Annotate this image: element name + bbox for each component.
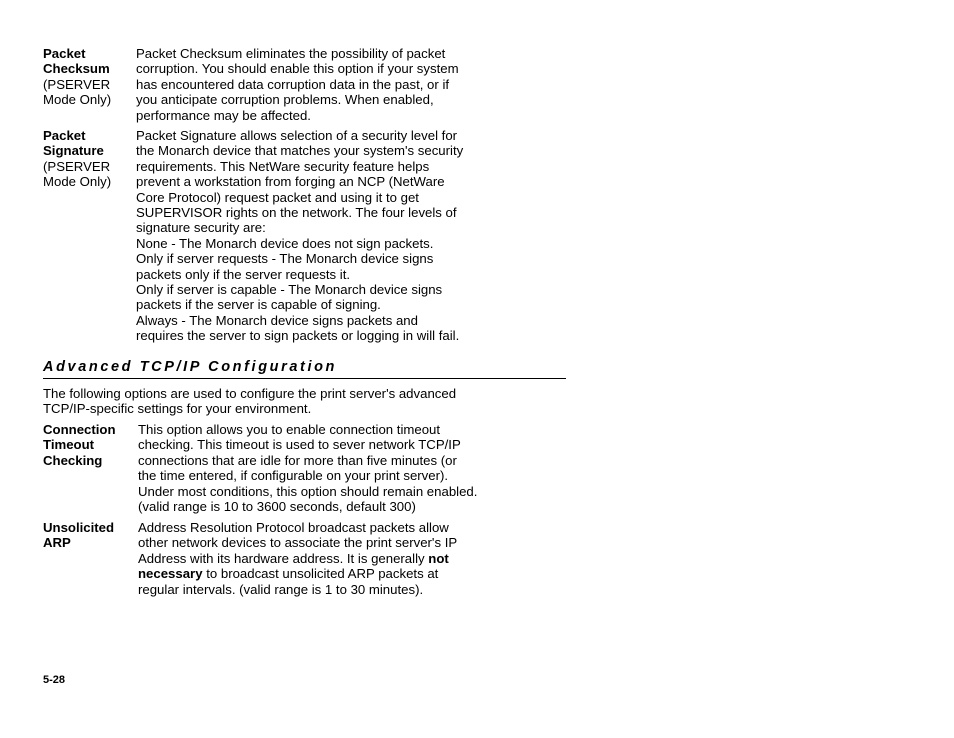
description-unsolicited-arp: Address Resolution Protocol broadcast packets allow other network devices to associate the print server's IP Address with its hardware address. It is generally not necessary to broadcast unsolicited ARP packets at regular intervals. (valid range is 1 to 30 minutes).: [138, 520, 458, 597]
term-packet-checksum: Packet Checksum (PSERVER Mode Only): [43, 46, 112, 108]
description-packet-checksum: Packet Checksum eliminates the possibility of packet corruption. You should enable this option if your system has encountered data corruption data in the past, or if you anticipate corruption problems. When enabled, performance may be affected.: [136, 46, 459, 123]
page-number: 5-28: [43, 674, 66, 686]
section-heading: Advanced TCP/IP Configuration: [43, 358, 566, 379]
term-unsolicited-arp: Unsolicited ARP: [43, 520, 115, 551]
term-connection-timeout: Connection Timeout Checking: [43, 422, 116, 468]
term-packet-signature: Packet Signature (PSERVER Mode Only): [43, 128, 112, 190]
description-connection-timeout: This option allows you to enable connection timeout checking. This timeout is used to sever network TCP/IP connections that are idle for more than five minutes (or the time entered, if configurable on your print server). Under most conditions, this option should remain enabled. (valid range is 10 to 3600 seconds, default 300): [138, 422, 478, 515]
section-intro: The following options are used to configure the print server's advanced TCP/IP-specific settings for your environment.: [43, 386, 457, 417]
description-packet-signature: Packet Signature allows selection of a security level for the Monarch device that matches your system's security requirements. This NetWare security feature helps prevent a workstation from forging an NCP (NetWare Core Protocol) request packet and using it to get SUPERVISOR rights on the network. The four levels of signature security are: None - The Monarch device does not sign packets. Only if server requests - The Monarch device signs packets only if the server requests it. Only if server is capable - The Monarch device signs packets if the server is capable of signing. Always - The Monarch device signs packets and requires the server to sign packets or logging in will fail.: [136, 128, 464, 344]
